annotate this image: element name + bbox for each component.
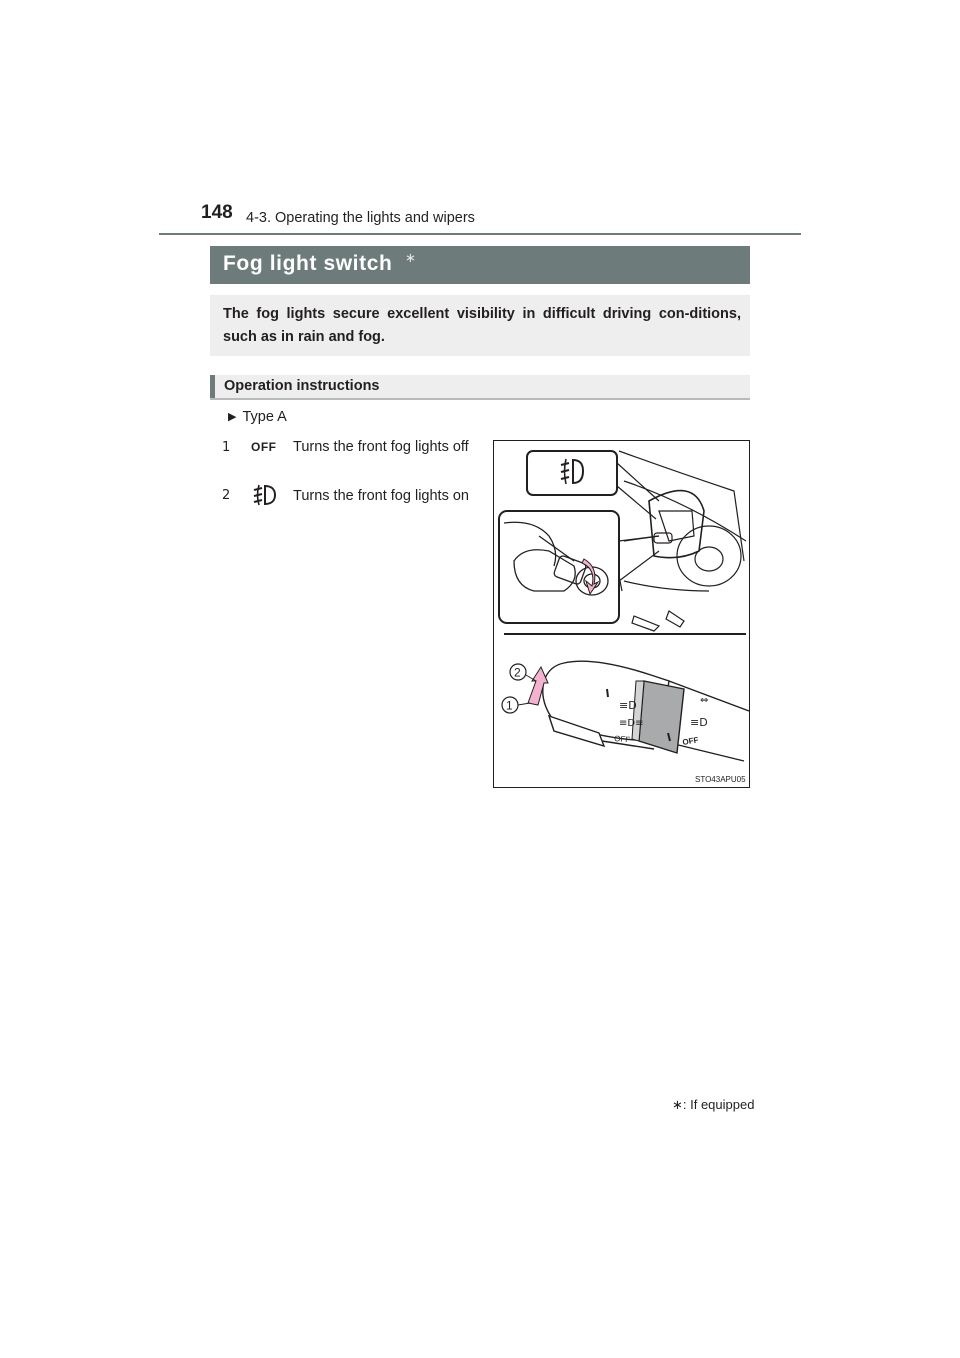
subheading-text: Operation instructions	[224, 378, 380, 394]
title-bar	[210, 246, 750, 284]
type-label-text: Type A	[242, 409, 287, 425]
item-text-1: Turns the front fog lights off	[293, 439, 469, 455]
figure-code: STO43APU05	[695, 775, 746, 784]
intro-box	[210, 295, 750, 356]
off-position-label: OFF	[251, 440, 277, 454]
illustration-drawing	[494, 441, 749, 787]
page-number: 148	[201, 202, 233, 223]
item-text-2: Turns the front fog lights on	[293, 488, 469, 504]
item-number-2: 2	[222, 488, 231, 503]
callout-1: 1	[506, 698, 513, 713]
equipped-star-icon: ∗	[405, 250, 416, 265]
stalk-off-mark: OFF	[681, 735, 700, 747]
header-divider	[159, 233, 801, 235]
stalk-off-mark-lower: OFF	[613, 734, 631, 745]
footnote: ∗: If equipped	[672, 1097, 755, 1112]
item-number-1: 1	[222, 440, 231, 455]
stalk-fog-mark: ≡D	[690, 716, 708, 729]
headlight-mark: ≡D	[619, 699, 637, 712]
type-label	[228, 409, 287, 425]
subheading-accent	[210, 375, 215, 398]
page-title: Fog light switch	[223, 252, 393, 275]
intro-text: The fog lights secure excellent visibility in difficult driving con-ditions, such as in rain and fog.	[223, 306, 741, 345]
subheading-bar	[210, 375, 750, 400]
section-title: 4-3. Operating the lights and wipers	[246, 210, 475, 226]
auto-mark: ⇔	[700, 695, 709, 706]
front-fog-light-icon	[250, 483, 278, 512]
tail-light-mark: ≡D≡	[619, 718, 644, 729]
illustration-fog-light-switch	[493, 440, 750, 788]
callout-2: 2	[514, 665, 521, 680]
triangle-bullet-icon: ▶	[228, 411, 237, 423]
